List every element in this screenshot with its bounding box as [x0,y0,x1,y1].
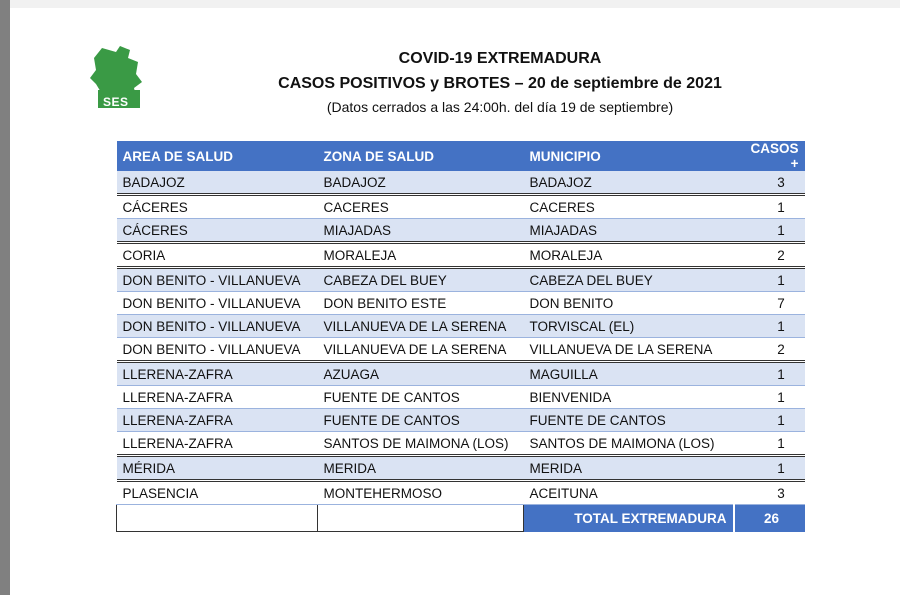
cell-casos: 3 [734,171,805,195]
col-header-municipio: MUNICIPIO [524,141,734,171]
cell-casos: 1 [734,362,805,386]
page-subtitle: CASOS POSITIVOS y BROTES – 20 de septiembre de 2021 [278,75,722,92]
cell-casos: 1 [734,456,805,481]
cell-casos: 7 [734,292,805,315]
cell-area: DON BENITO - VILLANUEVA [117,268,318,292]
table-header-row [117,141,805,171]
table-row [117,481,805,505]
cell-municipio: MERIDA [524,456,734,481]
cell-area: DON BENITO - VILLANUEVA [117,315,318,338]
cell-casos: 1 [734,386,805,409]
cell-municipio: SANTOS DE MAIMONA (LOS) [524,432,734,456]
cell-zona: SANTOS DE MAIMONA (LOS) [318,432,524,456]
cases-table [116,141,805,532]
cell-area: BADAJOZ [117,171,318,195]
cell-zona: MONTEHERMOSO [318,481,524,505]
cell-municipio: CABEZA DEL BUEY [524,268,734,292]
cell-area: LLERENA-ZAFRA [117,386,318,409]
cell-area: CÁCERES [117,195,318,219]
total-row [117,505,805,532]
cell-casos: 2 [734,338,805,362]
cell-casos: 1 [734,432,805,456]
table-row [117,292,805,315]
cell-zona: FUENTE DE CANTOS [318,409,524,432]
table-row [117,338,805,362]
cell-area: DON BENITO - VILLANUEVA [117,292,318,315]
cell-area: CORIA [117,243,318,268]
cell-zona: DON BENITO ESTE [318,292,524,315]
total-label: TOTAL EXTREMADURA [524,505,734,532]
cell-area: DON BENITO - VILLANUEVA [117,338,318,362]
cell-municipio: MAGUILLA [524,362,734,386]
table-row [117,195,805,219]
table-row [117,409,805,432]
cell-municipio: VILLANUEVA DE LA SERENA [524,338,734,362]
cell-zona: MORALEJA [318,243,524,268]
cell-zona: BADAJOZ [318,171,524,195]
cell-casos: 1 [734,315,805,338]
cell-zona: VILLANUEVA DE LA SERENA [318,338,524,362]
total-blank-cell [117,505,318,532]
table-row [117,432,805,456]
cell-zona: CABEZA DEL BUEY [318,268,524,292]
viewer-left-edge [0,0,10,595]
cell-zona: MIAJADAS [318,219,524,243]
data-note: (Datos cerrados a las 24:00h. del día 19 de septiembre) [326,99,674,115]
cell-municipio: BADAJOZ [524,171,734,195]
cell-area: LLERENA-ZAFRA [117,362,318,386]
cell-area: PLASENCIA [117,481,318,505]
cell-municipio: CACERES [524,195,734,219]
total-value: 26 [734,505,805,532]
table-row [117,362,805,386]
cell-zona: FUENTE DE CANTOS [318,386,524,409]
cell-municipio: MORALEJA [524,243,734,268]
cell-zona: CACERES [318,195,524,219]
cell-area: MÉRIDA [117,456,318,481]
cell-area: LLERENA-ZAFRA [117,409,318,432]
cell-zona: VILLANUEVA DE LA SERENA [318,315,524,338]
cell-municipio: TORVISCAL (EL) [524,315,734,338]
cell-municipio: FUENTE DE CANTOS [524,409,734,432]
table-row [117,268,805,292]
table-row [117,315,805,338]
cell-casos: 1 [734,195,805,219]
cell-area: LLERENA-ZAFRA [117,432,318,456]
cell-municipio: BIENVENIDA [524,386,734,409]
col-header-area: AREA DE SALUD [117,141,318,171]
cell-casos: 3 [734,481,805,505]
cell-municipio: MIAJADAS [524,219,734,243]
table-row [117,386,805,409]
cell-casos: 1 [734,409,805,432]
table-row [117,171,805,195]
cell-casos: 2 [734,243,805,268]
cell-zona: MERIDA [318,456,524,481]
total-blank-cell [318,505,524,532]
cell-casos: 1 [734,219,805,243]
cell-casos: 1 [734,268,805,292]
col-header-zona: ZONA DE SALUD [318,141,524,171]
cell-zona: AZUAGA [318,362,524,386]
table-row [117,243,805,268]
page-title: COVID-19 EXTREMADURA [398,50,602,67]
table-row [117,219,805,243]
viewer-top-edge [10,0,900,8]
col-header-casos: CASOS + [734,141,805,171]
cell-municipio: DON BENITO [524,292,734,315]
cell-area: CÁCERES [117,219,318,243]
logo-text: SES [103,95,129,109]
table-row [117,456,805,481]
cell-municipio: ACEITUNA [524,481,734,505]
